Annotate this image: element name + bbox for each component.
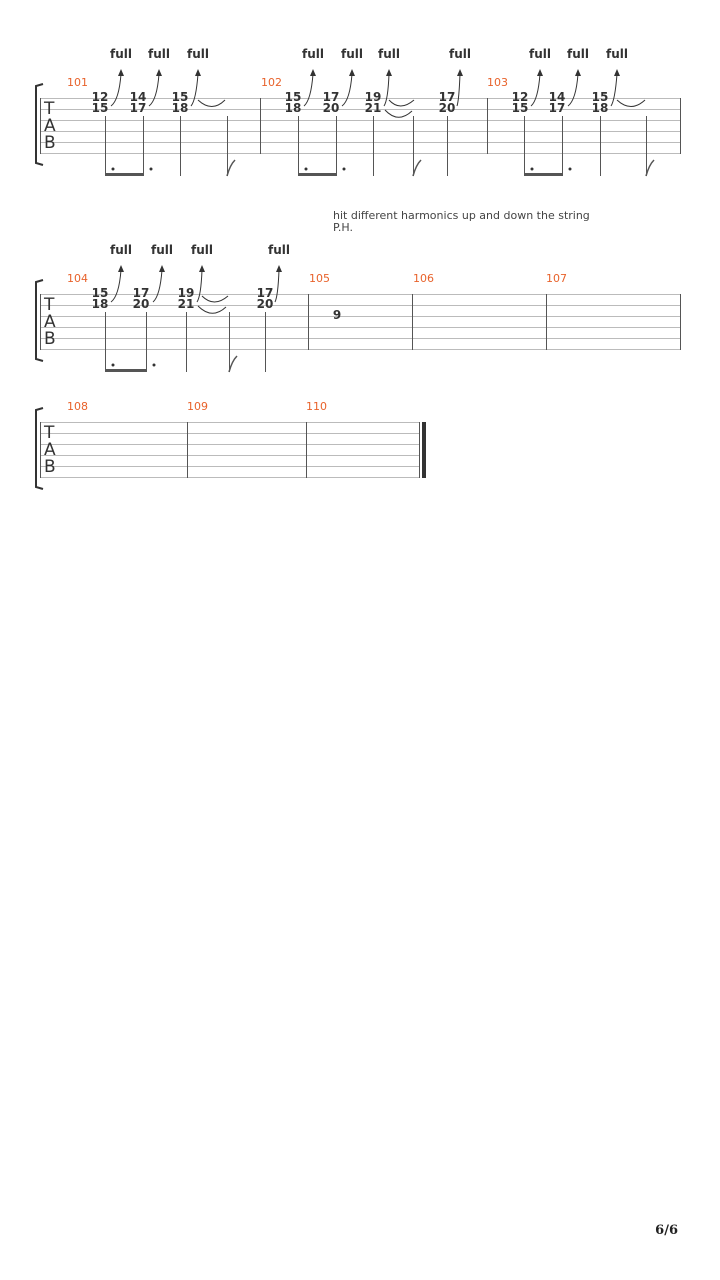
fret-number: 21 — [364, 101, 382, 115]
fret-number: 18 — [171, 101, 189, 115]
measure-number: 103 — [487, 76, 508, 89]
bend-label: full — [567, 47, 589, 61]
fret-number: 17 — [129, 101, 147, 115]
system-bracket — [36, 408, 43, 489]
bend-arrow — [302, 47, 324, 106]
fret-number: 17 — [438, 90, 456, 104]
measure-number: 101 — [67, 76, 88, 89]
system-3 — [36, 400, 426, 489]
bend-label: full — [151, 243, 173, 257]
tab-clef-t: T — [44, 423, 55, 443]
fret-number: 9 — [332, 308, 342, 322]
fret-number: 20 — [322, 101, 340, 115]
measure-number: 106 — [413, 272, 434, 285]
technique-instruction: hit different harmonics up and down the string — [333, 209, 590, 222]
release-curve — [385, 110, 412, 117]
system-bracket — [36, 280, 43, 361]
tab-clef-b: B — [44, 457, 56, 477]
bend-label: full — [148, 47, 170, 61]
measure-107 — [546, 272, 567, 285]
fret-number: 20 — [132, 297, 150, 311]
measure-104 — [67, 243, 290, 372]
fret-number: 17 — [256, 286, 274, 300]
pinch-harmonic-marker: P.H. — [333, 221, 353, 234]
release-curve — [198, 100, 225, 107]
fret-number: 15 — [91, 101, 109, 115]
measure-105 — [309, 272, 341, 322]
fret-number: 15 — [511, 101, 529, 115]
measure-103 — [487, 47, 654, 176]
measure-number: 110 — [306, 400, 327, 413]
fret-number: 19 — [177, 286, 195, 300]
rhythm-notation — [298, 116, 448, 176]
fret-number: 18 — [91, 297, 109, 311]
fret-number: 18 — [284, 101, 302, 115]
measure-number: 102 — [261, 76, 282, 89]
bend-label: full — [110, 243, 132, 257]
fret-number: 21 — [177, 297, 195, 311]
tab-clef-t: T — [44, 99, 55, 119]
bend-label: full — [191, 243, 213, 257]
measure-number: 107 — [546, 272, 567, 285]
bend-arrow — [606, 47, 628, 106]
bend-arrow — [151, 243, 173, 302]
tab-clef-t: T — [44, 295, 55, 315]
tab-clef-a: A — [44, 116, 56, 136]
fret-number: 20 — [256, 297, 274, 311]
measure-number: 104 — [67, 272, 88, 285]
fret-number: 12 — [91, 90, 109, 104]
rhythm-notation — [524, 116, 654, 176]
release-curve — [389, 100, 414, 106]
release-curve — [198, 306, 226, 313]
fret-number: 15 — [91, 286, 109, 300]
bend-arrow — [148, 47, 170, 106]
bend-arrow — [341, 47, 363, 106]
tab-clef-b: B — [44, 329, 56, 349]
fret-number: 15 — [591, 90, 609, 104]
system-1 — [36, 47, 681, 176]
tab-clef-a: A — [44, 312, 56, 332]
fret-number: 18 — [591, 101, 609, 115]
rhythm-notation — [105, 116, 235, 176]
release-curve — [202, 296, 228, 302]
staff-lines — [40, 423, 420, 478]
barlines — [41, 422, 420, 478]
bend-arrow — [567, 47, 589, 106]
bend-label: full — [302, 47, 324, 61]
final-barline — [422, 422, 426, 478]
bend-arrow — [110, 243, 132, 302]
rhythm-notation — [105, 312, 266, 372]
system-bracket — [36, 84, 43, 165]
bend-label: full — [268, 243, 290, 257]
bend-label: full — [449, 47, 471, 61]
bend-arrow — [187, 47, 209, 106]
fret-number: 17 — [322, 90, 340, 104]
page-number: 6/6 — [655, 1223, 678, 1238]
fret-number: 20 — [438, 101, 456, 115]
fret-number: 15 — [171, 90, 189, 104]
tab-clef-b: B — [44, 133, 56, 153]
bend-label: full — [529, 47, 551, 61]
tab-clef-a: A — [44, 440, 56, 460]
measure-101 — [67, 47, 235, 176]
fret-number: 15 — [284, 90, 302, 104]
release-curve — [617, 100, 645, 107]
measure-102 — [261, 47, 471, 176]
bend-label: full — [187, 47, 209, 61]
measure-number: 108 — [67, 400, 88, 413]
measure-number: 105 — [309, 272, 330, 285]
fret-number: 12 — [511, 90, 529, 104]
bend-label: full — [110, 47, 132, 61]
bend-label: full — [341, 47, 363, 61]
fret-number: 19 — [364, 90, 382, 104]
bend-label: full — [378, 47, 400, 61]
fret-number: 17 — [548, 101, 566, 115]
fret-number: 14 — [548, 90, 566, 104]
system-2 — [36, 209, 681, 372]
bend-label: full — [606, 47, 628, 61]
measure-number: 109 — [187, 400, 208, 413]
fret-number: 14 — [129, 90, 147, 104]
fret-number: 17 — [132, 286, 150, 300]
measure-106 — [413, 272, 434, 285]
